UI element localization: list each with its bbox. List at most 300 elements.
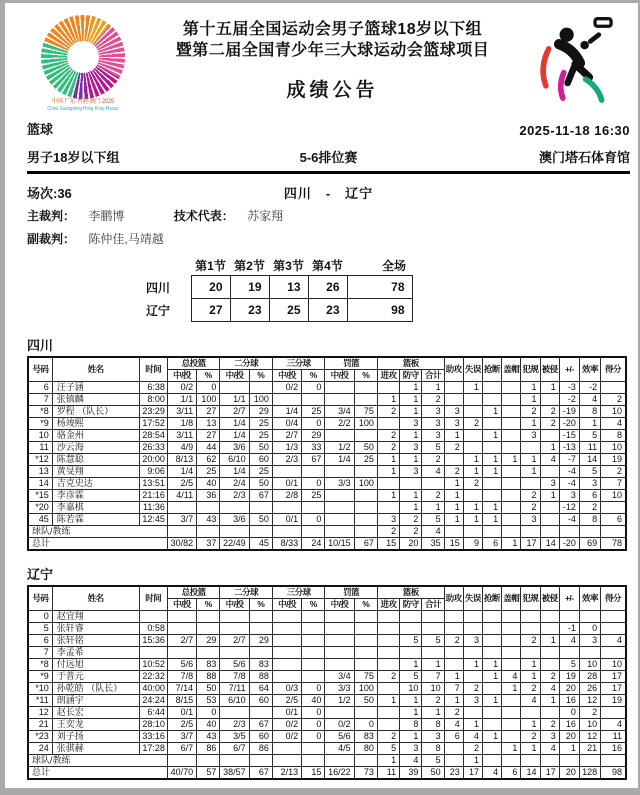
stat-cell: 2/5 <box>167 719 196 731</box>
stat-cell: 1 <box>540 442 559 454</box>
player-row <box>28 394 626 406</box>
stats-column-header: 被侵 <box>540 357 559 382</box>
stat-cell: 98 <box>601 767 626 780</box>
stat-cell: 2 <box>540 671 559 683</box>
stat-cell: 36 <box>197 490 220 502</box>
stat-cell <box>302 659 325 671</box>
stat-cell: 35 <box>422 538 444 551</box>
team2-stats-table <box>27 585 627 780</box>
stat-cell: 1 <box>400 695 422 707</box>
quarter-total-cell: 78 <box>347 276 412 299</box>
stat-cell: 1 <box>463 514 482 526</box>
quarter-team-label: 四川 <box>146 280 171 295</box>
vs-separator: - <box>325 186 332 201</box>
stat-cell: 3/6 <box>220 514 249 526</box>
player-name: 杨竣熙 <box>52 418 139 430</box>
stat-cell: 8 <box>400 719 422 731</box>
stat-cell: 3 <box>444 406 463 418</box>
player-number: *11 <box>28 695 52 707</box>
totals-row <box>28 767 626 780</box>
stat-cell <box>354 526 377 538</box>
player-name: 刘子扬 <box>52 731 139 743</box>
player-number: 5 <box>28 623 52 635</box>
stat-cell: 1 <box>444 478 463 490</box>
player-minutes: 26:33 <box>139 442 167 454</box>
stat-cell <box>521 647 540 659</box>
stat-cell: 53 <box>197 695 220 707</box>
stat-cell: 7/11 <box>220 683 249 695</box>
meta-row-1 <box>27 119 630 138</box>
stat-cell <box>502 719 521 731</box>
stat-cell <box>601 623 626 635</box>
stat-cell: -4 <box>559 514 579 526</box>
stat-cell <box>220 502 249 514</box>
stat-cell: 43 <box>197 731 220 743</box>
stat-cell: 2 <box>422 490 444 502</box>
player-minutes: 20:00 <box>139 454 167 466</box>
stat-cell <box>521 478 540 490</box>
stat-cell <box>540 611 559 623</box>
player-minutes <box>139 647 167 659</box>
stats-column-header: 得分 <box>601 357 626 382</box>
stat-cell: 1 <box>400 454 422 466</box>
stat-cell: 67 <box>249 719 272 731</box>
stat-cell: 4/5 <box>325 743 354 755</box>
stat-cell: 25 <box>249 418 272 430</box>
stat-cell <box>302 611 325 623</box>
stat-cell: 1 <box>444 490 463 502</box>
stat-cell: 13 <box>197 418 220 430</box>
stat-cell: 2 <box>521 502 540 514</box>
stat-cell: 1/8 <box>167 418 196 430</box>
stats-column-header: 罚篮 <box>325 357 378 370</box>
player-minutes: 8:00 <box>139 394 167 406</box>
stat-cell <box>354 394 377 406</box>
stat-cell: 100 <box>354 478 377 490</box>
stat-cell: 3 <box>521 514 540 526</box>
stat-cell: 1 <box>482 430 501 442</box>
stat-cell <box>482 442 501 454</box>
stat-cell <box>444 394 463 406</box>
stats-column-header: 总投篮 <box>167 586 220 599</box>
player-number: 12 <box>28 707 52 719</box>
stat-cell <box>272 755 301 767</box>
stat-cell <box>354 647 377 659</box>
stat-cell: 83 <box>354 731 377 743</box>
stat-cell: 88 <box>249 671 272 683</box>
stats-column-header: 被侵 <box>540 586 559 611</box>
stat-cell: 67 <box>249 490 272 502</box>
stat-cell: 19 <box>601 695 626 707</box>
stat-cell: 1 <box>400 731 422 743</box>
stat-cell <box>302 394 325 406</box>
stat-cell <box>302 623 325 635</box>
stat-cell: 2/8 <box>272 490 301 502</box>
stats-subcolumn-header: % <box>354 370 377 382</box>
stat-cell: 2 <box>422 454 444 466</box>
stat-cell: 0 <box>302 719 325 731</box>
quarter-header: 第2节 <box>234 258 265 273</box>
player-number: 7 <box>28 394 52 406</box>
stat-cell: 4 <box>601 418 626 430</box>
stat-cell <box>249 647 272 659</box>
stats-column-header: 篮板 <box>377 357 444 370</box>
stat-cell <box>325 514 354 526</box>
player-row <box>28 466 626 478</box>
page-header <box>27 9 630 117</box>
stat-cell: 2 <box>521 490 540 502</box>
stat-cell <box>444 526 463 538</box>
stat-cell: 2/7 <box>220 406 249 418</box>
stat-cell <box>540 659 559 671</box>
stat-cell: 3 <box>422 418 444 430</box>
stat-cell: -7 <box>559 454 579 466</box>
stat-cell <box>325 430 354 442</box>
stat-cell: 1 <box>422 707 444 719</box>
stat-cell: 83 <box>249 659 272 671</box>
quarter-score-cell: 27 <box>191 299 230 322</box>
stat-cell: 2 <box>377 671 399 683</box>
stat-cell: 2 <box>377 442 399 454</box>
stat-cell: 8 <box>422 743 444 755</box>
stat-cell <box>463 671 482 683</box>
stat-cell: 1 <box>377 755 399 767</box>
stat-cell <box>422 623 444 635</box>
stat-cell <box>601 502 626 514</box>
stats-header-row-1 <box>28 357 626 370</box>
player-name: 赵长宏 <box>52 707 139 719</box>
stat-cell <box>302 502 325 514</box>
stat-cell: 1/1 <box>220 394 249 406</box>
stat-cell: 1 <box>377 454 399 466</box>
away-team: 辽宁 <box>345 186 374 201</box>
stat-cell: 2 <box>463 418 482 430</box>
basketball-player-icon <box>530 13 626 117</box>
stat-cell <box>521 526 540 538</box>
stat-cell: 128 <box>579 767 600 780</box>
stat-cell: 5 <box>400 671 422 683</box>
player-name: 李彦霖 <box>52 490 139 502</box>
stat-cell: 6/7 <box>220 743 249 755</box>
stat-cell <box>463 623 482 635</box>
stat-cell: 0/2 <box>325 719 354 731</box>
stat-cell <box>444 454 463 466</box>
stat-cell: 11 <box>601 731 626 743</box>
stat-cell: 4 <box>444 719 463 731</box>
assist-referee-line <box>27 230 630 245</box>
stat-cell: 2 <box>579 707 600 719</box>
stat-cell <box>354 502 377 514</box>
stat-cell: 10 <box>601 442 626 454</box>
stat-cell: 14 <box>579 454 600 466</box>
stat-cell <box>463 611 482 623</box>
stat-cell: 6 <box>502 767 521 780</box>
stat-cell: 1 <box>463 719 482 731</box>
player-name: 付远旭 <box>52 659 139 671</box>
stat-cell: 3 <box>400 466 422 478</box>
stat-cell: 1 <box>482 671 501 683</box>
results-page <box>5 3 638 788</box>
datetime: 2025-11-18 16:30 <box>519 123 630 138</box>
stat-cell <box>502 707 521 719</box>
player-row <box>28 683 626 695</box>
stat-cell <box>540 623 559 635</box>
quarter-score-table <box>145 255 413 322</box>
stat-cell: 8/15 <box>167 695 196 707</box>
stat-cell: 30/82 <box>167 538 196 551</box>
stat-cell: 17 <box>601 683 626 695</box>
player-name: 汪子涵 <box>52 382 139 394</box>
stat-cell: 6/7 <box>167 743 196 755</box>
stat-cell <box>220 382 249 394</box>
stat-cell <box>482 418 501 430</box>
stat-cell: 1 <box>400 382 422 394</box>
stat-cell <box>463 707 482 719</box>
stat-cell <box>601 707 626 719</box>
stat-cell: 1 <box>502 454 521 466</box>
stat-cell: 16 <box>559 695 579 707</box>
stat-cell: 1 <box>463 659 482 671</box>
stat-cell: 2 <box>601 394 626 406</box>
stat-cell: 4 <box>540 454 559 466</box>
player-number: *12 <box>28 454 52 466</box>
player-name: 于普元 <box>52 671 139 683</box>
quarter-total-cell: 98 <box>347 299 412 322</box>
player-row <box>28 406 626 418</box>
stat-cell: 2/4 <box>220 478 249 490</box>
stat-cell: 5 <box>422 442 444 454</box>
stat-cell: 19 <box>559 671 579 683</box>
stat-cell: 5/6 <box>220 659 249 671</box>
stat-cell <box>197 623 220 635</box>
stat-cell <box>272 743 301 755</box>
stat-cell: 25 <box>302 490 325 502</box>
stat-cell: 17 <box>601 671 626 683</box>
match-line <box>27 183 630 199</box>
stat-cell: 1 <box>400 430 422 442</box>
player-number: *10 <box>28 683 52 695</box>
stat-cell: 1 <box>502 743 521 755</box>
stat-cell: 1 <box>540 382 559 394</box>
stat-cell: 1 <box>521 743 540 755</box>
stat-cell: 2 <box>444 635 463 647</box>
stat-cell <box>325 647 354 659</box>
player-row <box>28 478 626 490</box>
quarter-score-cell: 19 <box>230 276 269 299</box>
stat-cell: 8/33 <box>272 538 301 551</box>
summary-row-label: 总计 <box>28 538 167 551</box>
stat-cell: 75 <box>354 406 377 418</box>
quarter-score-row <box>145 276 412 299</box>
stat-cell <box>422 647 444 659</box>
stat-cell: 4 <box>400 755 422 767</box>
stat-cell: 0/1 <box>272 514 301 526</box>
stat-cell: 39 <box>400 767 422 780</box>
quarter-score-cell: 25 <box>269 299 308 322</box>
stat-cell: 0 <box>302 683 325 695</box>
stat-cell <box>400 611 422 623</box>
stat-cell: 67 <box>302 454 325 466</box>
stat-cell <box>325 659 354 671</box>
stat-cell: 20 <box>559 731 579 743</box>
stat-cell: 38/57 <box>220 767 249 780</box>
stat-cell: 1 <box>463 755 482 767</box>
stat-cell <box>601 611 626 623</box>
stat-cell <box>400 647 422 659</box>
stat-cell: 4 <box>559 635 579 647</box>
stat-cell <box>197 611 220 623</box>
stat-cell: 2 <box>377 430 399 442</box>
stat-cell: 1 <box>377 394 399 406</box>
stat-cell <box>325 490 354 502</box>
player-row <box>28 659 626 671</box>
stat-cell: 3/3 <box>325 478 354 490</box>
stat-cell <box>325 394 354 406</box>
player-minutes: 28:10 <box>139 719 167 731</box>
stat-cell <box>422 478 444 490</box>
stat-cell: 2/3 <box>220 719 249 731</box>
player-row <box>28 611 626 623</box>
stat-cell: 4/11 <box>167 490 196 502</box>
stat-cell <box>167 623 196 635</box>
stat-cell: 2 <box>521 635 540 647</box>
player-row <box>28 731 626 743</box>
stat-cell <box>502 490 521 502</box>
stats-column-header: 号码 <box>28 357 52 382</box>
stats-subcolumn-header: % <box>354 599 377 611</box>
stat-cell <box>272 466 301 478</box>
title-block <box>139 9 526 102</box>
stat-cell: 0 <box>302 418 325 430</box>
stat-cell: 50 <box>354 695 377 707</box>
player-row <box>28 695 626 707</box>
stat-cell <box>325 466 354 478</box>
stat-cell: 3/3 <box>325 683 354 695</box>
stat-cell: 5 <box>422 755 444 767</box>
quarter-header: 第4节 <box>312 258 343 273</box>
stat-cell: 0 <box>579 623 600 635</box>
stat-cell <box>325 611 354 623</box>
stat-cell: 0/1 <box>272 478 301 490</box>
stat-cell: 11 <box>377 767 399 780</box>
stats-subcolumn-header: 进攻 <box>377 599 399 611</box>
player-number: *20 <box>28 502 52 514</box>
stat-cell <box>197 526 220 538</box>
stat-cell <box>540 394 559 406</box>
player-row <box>28 635 626 647</box>
quarter-score-cell: 26 <box>308 276 347 299</box>
stat-cell: 2 <box>521 406 540 418</box>
stat-cell: 4 <box>502 671 521 683</box>
stat-cell: 15 <box>444 538 463 551</box>
stat-cell <box>482 683 501 695</box>
tech-rep-label: 技术代表： <box>173 209 234 223</box>
stats-subcolumn-header: 中/投 <box>272 370 301 382</box>
player-row <box>28 743 626 755</box>
stats-column-header: 三分球 <box>272 586 325 599</box>
stats-subcolumn-header: % <box>249 599 272 611</box>
stat-cell <box>482 719 501 731</box>
stat-cell: 1 <box>377 466 399 478</box>
stat-cell <box>463 647 482 659</box>
stat-cell: 3/11 <box>167 406 196 418</box>
stat-cell: 26 <box>579 683 600 695</box>
stat-cell: 25 <box>249 430 272 442</box>
player-number: *9 <box>28 418 52 430</box>
stat-cell: 1 <box>463 454 482 466</box>
stat-cell: 5 <box>579 430 600 442</box>
player-name: 张轩睿 <box>52 623 139 635</box>
player-minutes: 17:52 <box>139 418 167 430</box>
stat-cell: 3 <box>444 418 463 430</box>
stat-cell: 1 <box>521 394 540 406</box>
stat-cell: 43 <box>197 514 220 526</box>
stats-column-header: 号码 <box>28 586 52 611</box>
stat-cell: 1 <box>540 695 559 707</box>
stat-cell: 44 <box>197 442 220 454</box>
stat-cell: -3 <box>559 382 579 394</box>
stats-column-header: 助攻 <box>444 586 463 611</box>
stat-cell <box>377 418 399 430</box>
player-row <box>28 647 626 659</box>
stat-cell: 29 <box>302 430 325 442</box>
stat-cell <box>521 623 540 635</box>
stat-cell <box>354 382 377 394</box>
stat-cell: 4 <box>482 767 501 780</box>
stats-column-header: 犯规 <box>521 586 540 611</box>
stat-cell: 4 <box>422 466 444 478</box>
stat-cell: 3 <box>579 478 600 490</box>
stat-cell <box>249 611 272 623</box>
stat-cell: 2 <box>444 442 463 454</box>
stats-subcolumn-header: % <box>302 370 325 382</box>
stats-header-row-1 <box>28 586 626 599</box>
stat-cell: 60 <box>249 731 272 743</box>
stat-cell <box>249 707 272 719</box>
stat-cell: 2 <box>540 719 559 731</box>
stat-cell: 4 <box>521 695 540 707</box>
stat-cell <box>400 623 422 635</box>
stat-cell <box>521 707 540 719</box>
stat-cell <box>463 406 482 418</box>
player-name: 张轩铭 <box>52 635 139 647</box>
stat-cell: -20 <box>559 418 579 430</box>
stat-cell: 37 <box>197 538 220 551</box>
stat-cell <box>377 382 399 394</box>
stat-cell <box>540 502 559 514</box>
stat-cell: 3 <box>521 430 540 442</box>
player-row <box>28 430 626 442</box>
stats-column-header: 罚篮 <box>325 586 378 599</box>
stats-subcolumn-header: 中/投 <box>325 370 354 382</box>
stat-cell: 40 <box>197 478 220 490</box>
stat-cell: 25 <box>197 466 220 478</box>
player-number: 0 <box>28 611 52 623</box>
stat-cell: 17 <box>540 767 559 780</box>
stat-cell: -2 <box>559 394 579 406</box>
stat-cell: 12 <box>579 695 600 707</box>
team1-label: 四川 <box>27 338 54 353</box>
stats-subcolumn-header: 进攻 <box>377 370 399 382</box>
stat-cell: 57 <box>197 767 220 780</box>
stats-subcolumn-header: % <box>197 370 220 382</box>
stat-cell <box>540 647 559 659</box>
stat-cell <box>302 466 325 478</box>
stat-cell <box>540 755 559 767</box>
stat-cell: 1/4 <box>220 466 249 478</box>
stat-cell: 24 <box>302 538 325 551</box>
stats-column-header: 效率 <box>579 586 600 611</box>
